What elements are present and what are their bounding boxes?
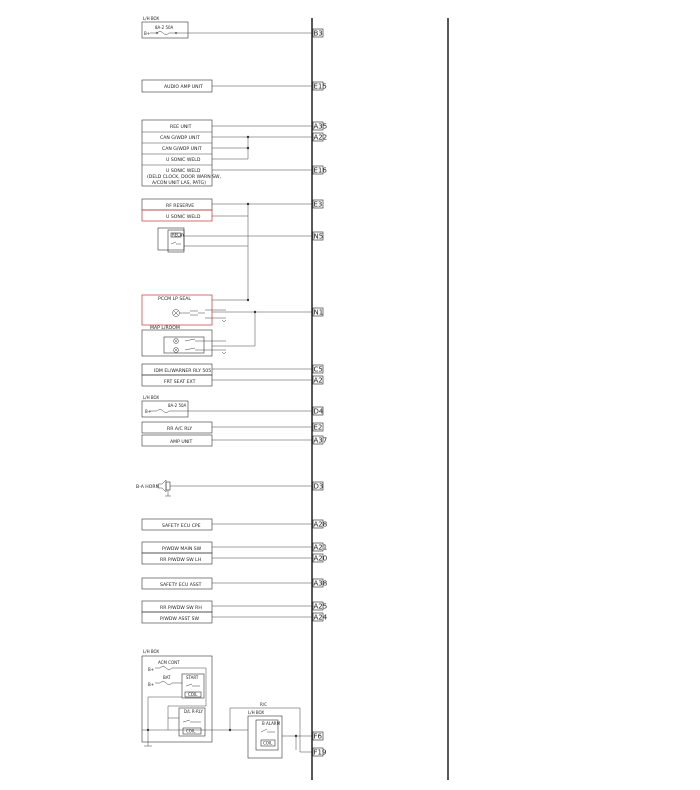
bat-fuse-label: BAT <box>163 675 171 680</box>
fuse-mid-label: 8A-2 50A <box>168 403 187 408</box>
fuse-mid-input-label: B+ <box>145 409 152 414</box>
map-lamp-label: MAP L/ROOM <box>150 326 180 331</box>
fuse-block-top <box>142 16 188 38</box>
connector-label: A22 <box>313 133 328 142</box>
start-relay-label: START <box>186 675 199 680</box>
relay-n5-label: RELAY <box>172 232 185 238</box>
connector-a38 <box>313 579 327 588</box>
rf-reserve-label: RF RESERVE <box>166 204 195 209</box>
frt-seat-label: FRT SEAT EXT <box>164 380 196 385</box>
connector-b3 <box>313 29 323 38</box>
connector-label: D4 <box>313 407 324 416</box>
connector-f6 <box>313 732 323 741</box>
bottom-jb-label: L/H BOX <box>143 649 160 654</box>
bottom-jb <box>142 649 212 742</box>
connector-label: B3 <box>313 29 323 38</box>
sonic2-label: U SONIC WELD <box>166 215 201 220</box>
connector-label: A24 <box>313 613 328 622</box>
connector-e16 <box>313 166 327 175</box>
safety-ecu-label: SAFETY ECU CPE <box>162 524 201 529</box>
connector-a35 <box>313 122 327 131</box>
jb-rc-label: L/H BOX <box>248 710 265 715</box>
audio-amp-label: AUDIO AMP UNIT <box>164 85 203 90</box>
alarm-relay-label: B ALARM <box>262 721 281 726</box>
rr-pwin-lh-label: RR P/WDW SW LH <box>160 558 202 563</box>
connector-a25 <box>313 602 327 611</box>
connector-a21 <box>313 543 327 552</box>
connector-a20 <box>313 554 327 563</box>
connector-e2 <box>313 423 323 432</box>
connector-label: F19 <box>313 748 327 757</box>
connector-layer <box>313 29 328 757</box>
connector-label: F6 <box>313 732 322 741</box>
sonic1-label: U SONIC WELD <box>166 158 201 163</box>
connector-a24 <box>313 613 328 622</box>
connector-label: A28 <box>313 520 328 529</box>
sonic-multi-line3: A/CON UNIT LAS, PATG) <box>152 181 206 186</box>
fuse-block-mid-label: L/H BOX <box>143 395 160 400</box>
safety-assist-label: SAFETY ECU ASST <box>160 583 202 588</box>
connector-d3 <box>313 482 323 491</box>
connector-label: A35 <box>313 122 328 131</box>
connector-label: E3 <box>313 200 323 209</box>
connector-label: N5 <box>313 232 324 241</box>
connector-c5 <box>313 365 323 374</box>
connector-label: A20 <box>313 554 328 563</box>
map-lamp-switch <box>142 330 212 356</box>
relay-n5 <box>158 228 185 252</box>
horn-icon <box>158 480 166 492</box>
connector-f19 <box>313 748 326 757</box>
horn-label: B-A HORN <box>136 485 160 490</box>
start-coil-label: COIL <box>188 692 198 697</box>
rr-pwin-rh-label: RR P/WDW SW RH <box>160 606 202 611</box>
connector-label: E2 <box>313 423 323 432</box>
connector-label: A25 <box>313 602 328 611</box>
connector-label: A37 <box>313 436 328 445</box>
horn <box>136 480 171 496</box>
fuse-icon <box>150 32 176 35</box>
connector-label: E15 <box>313 82 327 91</box>
acm-cont-label: ACM CONT <box>158 660 180 665</box>
alarm-coil-label: COIL <box>263 740 273 746</box>
rr-ac-rly-label: RR A/C RLY <box>167 427 193 432</box>
connector-label: N1 <box>313 308 324 317</box>
amp-unit-label: AMP UNIT <box>170 440 193 445</box>
dr-coil-label: COIL <box>186 728 196 734</box>
connector-a2 <box>313 376 323 385</box>
fuse-block-label: L/H BOX <box>143 16 160 21</box>
pcm-lamp-box <box>142 295 212 331</box>
can-gw1-label: CAN G/WDP UNIT <box>160 136 200 141</box>
connector-label: A2 <box>313 376 323 385</box>
idm-warner-label: IDM EL/WARNER RLY 505 <box>154 369 212 374</box>
connector-label: D3 <box>313 482 324 491</box>
sonic-multi-line2: (DELD CLOCK, DOOR WARN SW, <box>147 175 222 180</box>
connector-label: E16 <box>313 166 327 175</box>
dr-relay-label: D/L R-RLY <box>184 709 203 714</box>
pwin-assist-label: P/WDW ASST SW <box>160 617 200 622</box>
connector-n5 <box>313 232 323 241</box>
can-group <box>142 120 222 186</box>
connector-e3 <box>313 200 323 209</box>
connector-label: A21 <box>313 543 328 552</box>
bat-fuse-icon <box>155 682 182 685</box>
pcm-label: PCCM LP SEAL <box>158 297 191 302</box>
pwin-main-label: P/WDW MAIN SW <box>162 547 202 552</box>
rc-label: R/C <box>260 702 267 707</box>
connector-a28 <box>313 520 327 529</box>
fuse-label: 8A-2 50A <box>155 25 174 30</box>
acm-input-label: B+ <box>148 667 155 672</box>
connector-a22 <box>313 133 327 142</box>
sonic-multi-line1: U SONIC WELD <box>166 169 201 174</box>
connector-e15 <box>313 82 327 91</box>
fuse-block-mid <box>142 395 188 417</box>
connector-label: A38 <box>313 579 328 588</box>
connector-label: C5 <box>313 365 323 374</box>
connector-d4 <box>313 407 324 416</box>
bat-input-label: B+ <box>148 682 155 687</box>
ree-unit-label: REE UNIT <box>170 125 192 130</box>
connector-a37 <box>313 436 327 445</box>
can-gw2-label: CAN G/WDP UNIT <box>162 147 202 152</box>
fuse-input-label: B+ <box>144 31 151 36</box>
connector-n1 <box>313 308 323 317</box>
